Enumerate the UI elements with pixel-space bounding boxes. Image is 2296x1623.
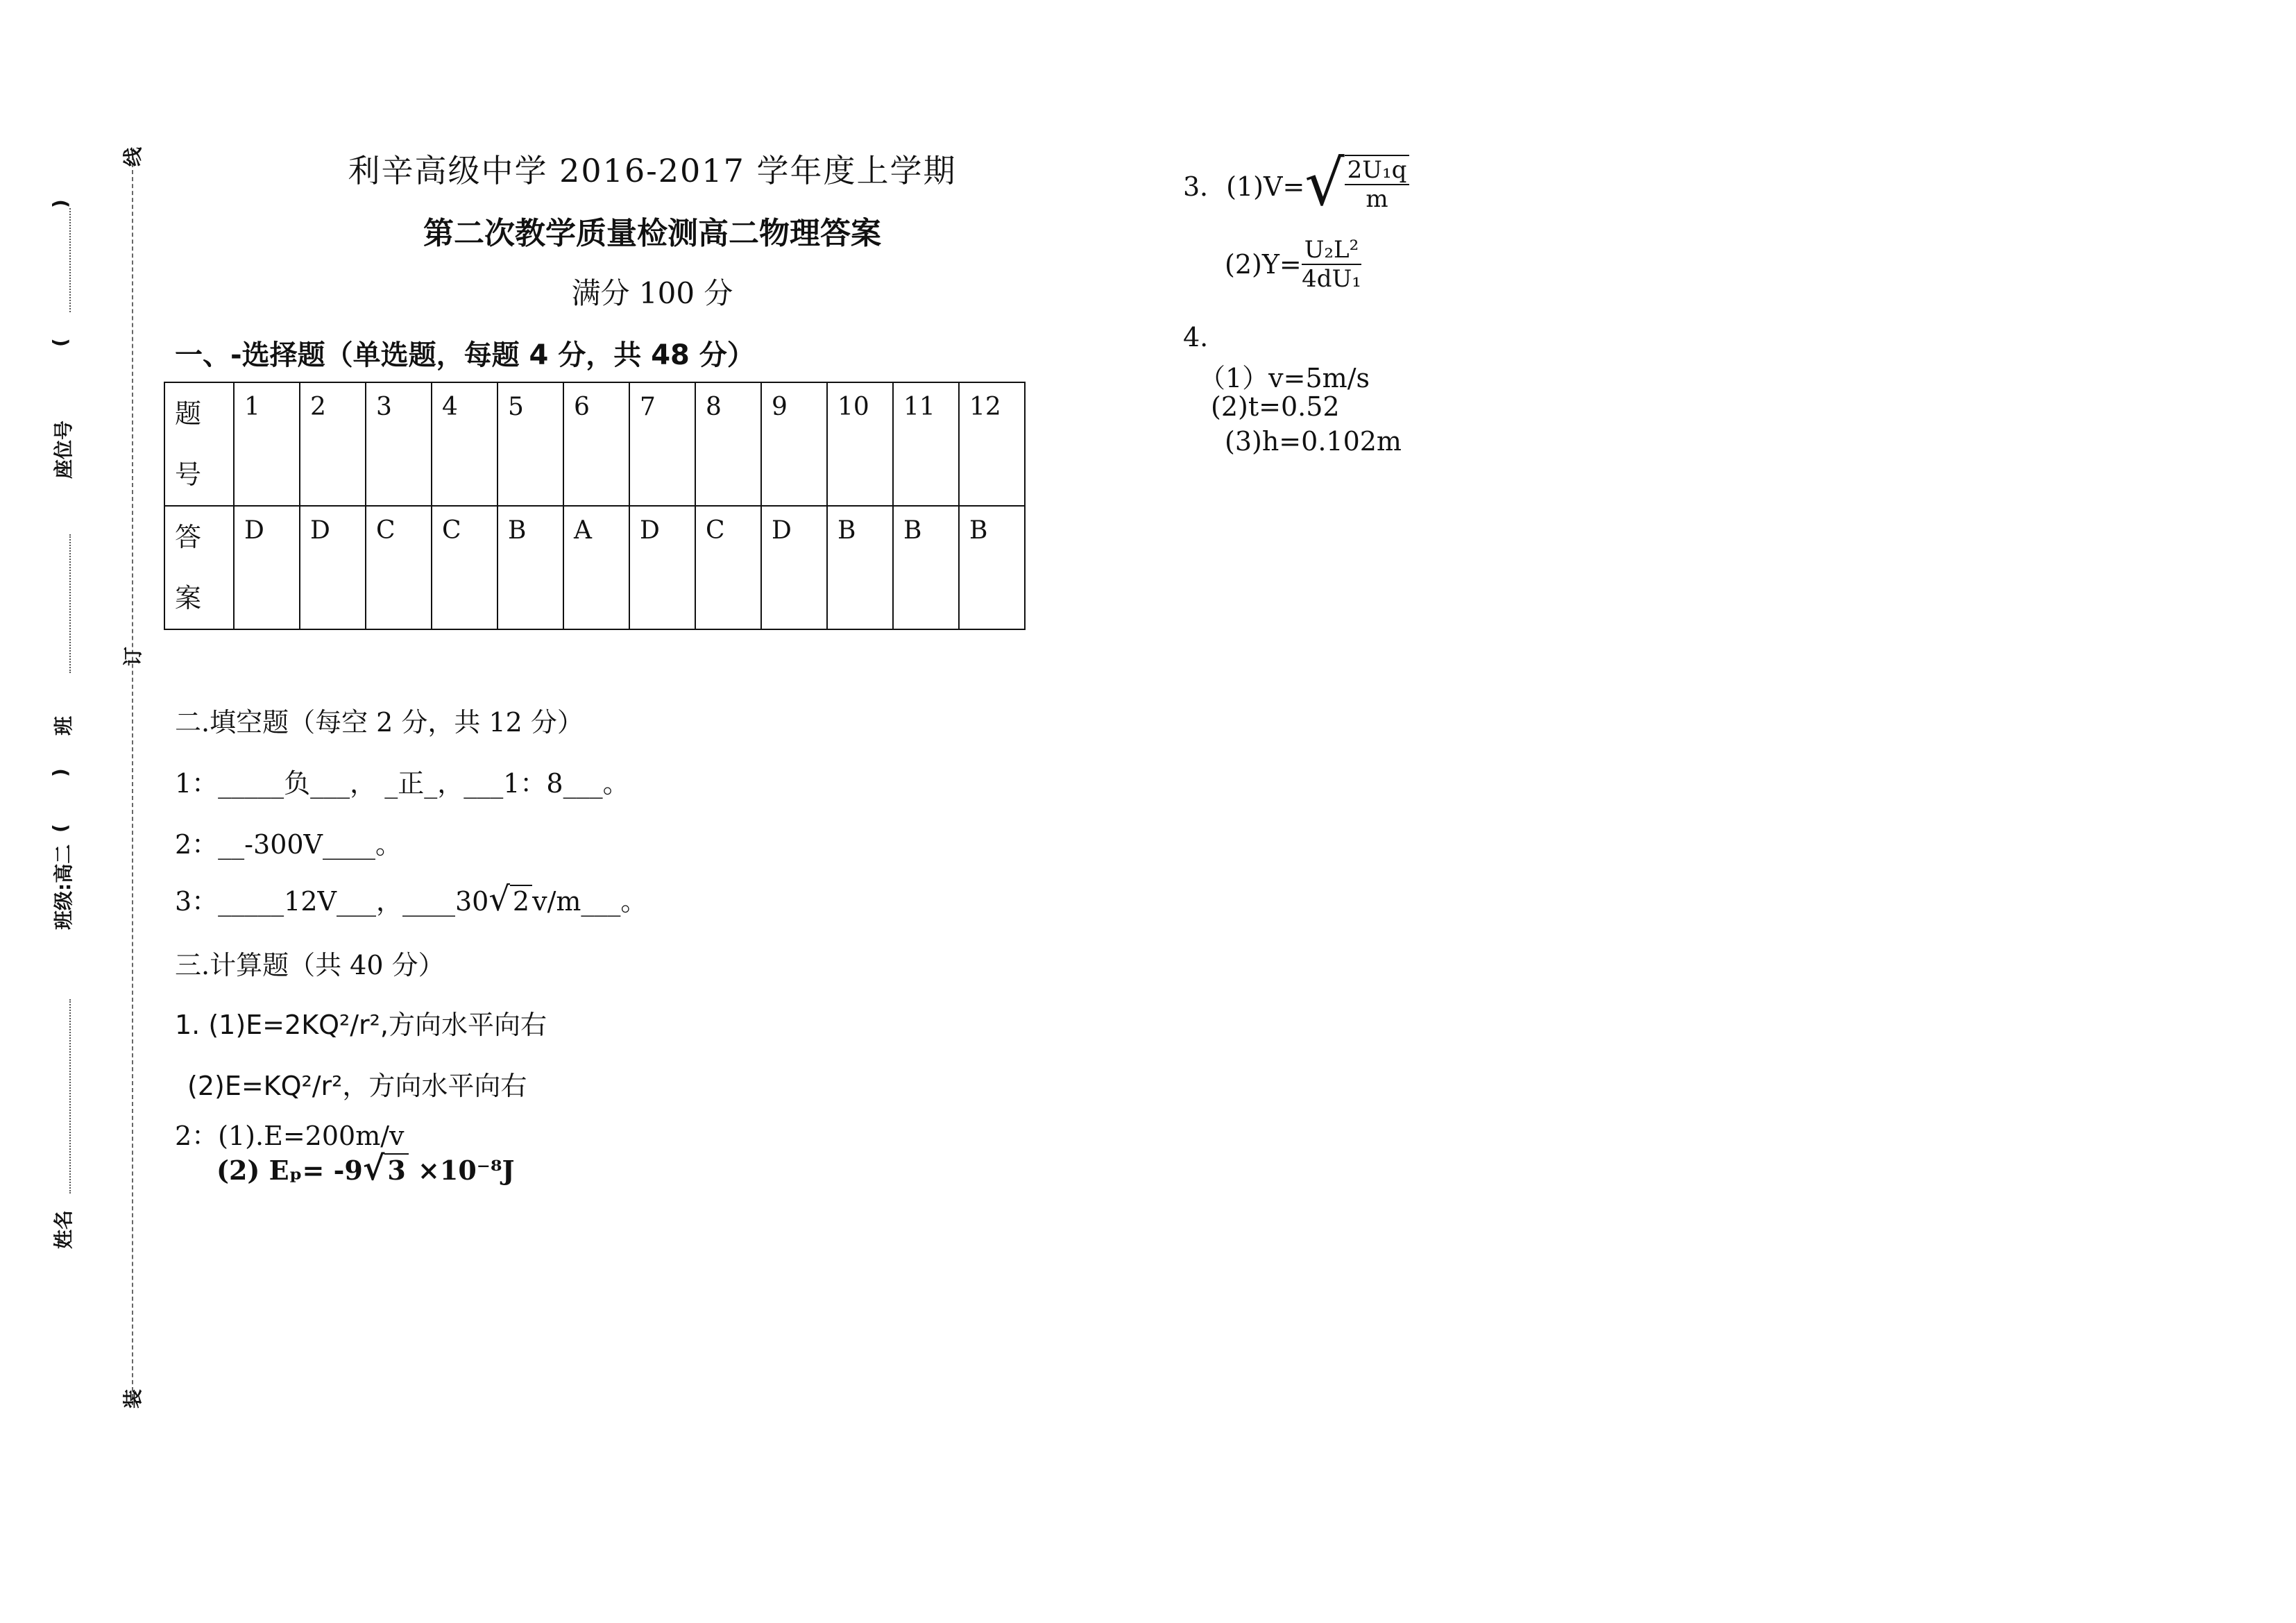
calc-answer-2a: 2：(1).E=200m/v — [175, 1121, 405, 1151]
exam-subtitle: 第二次教学质量检测高二物理答案 — [423, 216, 881, 251]
fraction-numerator: U₂L² — [1302, 236, 1362, 265]
fraction — [1345, 155, 1410, 213]
answer-cell: D — [761, 506, 827, 629]
q-number-cell: 8 — [695, 382, 761, 506]
table-row-numbers — [164, 382, 1025, 506]
answer-cell: C — [695, 506, 761, 629]
binding-ding-char: 订 — [121, 646, 144, 666]
calc-answer-4c: (3)h=0.102m — [1225, 426, 1402, 457]
section3-title: 三.计算题（共 40 分） — [175, 950, 445, 980]
section2-title: 二.填空题（每空 2 分，共 12 分） — [175, 707, 584, 738]
calc-answer-1b: (2)E=KQ²/r²，方向水平向右 — [187, 1071, 527, 1101]
row-label-number: 题 号 — [164, 382, 234, 506]
answer-cell: B — [498, 506, 563, 629]
fraction — [1302, 236, 1362, 293]
q-number-cell: 7 — [629, 382, 695, 506]
q-number-cell: 11 — [893, 382, 959, 506]
fraction-denominator: 4dU₁ — [1302, 265, 1361, 293]
q-number-cell: 1 — [234, 382, 300, 506]
table-row-answers — [164, 506, 1025, 629]
answer-cell: D — [300, 506, 366, 629]
calc-answer-4b: (2)t=0.52 — [1211, 391, 1340, 422]
calc-answer-3a — [1183, 147, 1409, 220]
q-number-cell: 5 — [498, 382, 563, 506]
fill-answer-3-pre: 3：_____12V___，____30 — [175, 886, 489, 917]
row-label-answer: 答 案 — [164, 506, 234, 629]
class-close-paren: ) — [49, 768, 71, 777]
answer-cell: B — [959, 506, 1025, 629]
seat-label: 座位号 — [52, 420, 75, 479]
sqrt-symbol: √ — [1304, 147, 1345, 220]
answer-table — [164, 382, 1026, 630]
name-label: 姓名 — [52, 1209, 75, 1249]
calc-answer-1a: 1. (1)E=2KQ²/r²,方向水平向右 — [175, 1010, 547, 1040]
q-number-cell: 6 — [563, 382, 629, 506]
binding-zhuang-char: 装 — [121, 1388, 144, 1409]
section1-title: 一、-选择题（单选题，每题 4 分，共 48 分） — [175, 339, 755, 371]
fill-answer-3-post: v/m___。 — [532, 886, 647, 917]
seat-open-paren: ( — [49, 338, 71, 347]
exam-title: 利辛高级中学 2016-2017 学年度上学期 — [348, 152, 957, 189]
binding-dashed-line — [132, 156, 133, 1405]
seat-close-paren: ) — [49, 199, 71, 208]
calc-answer-4-label: 4. — [1183, 322, 1209, 352]
fill-answer-1: 1：_____负___， _正_，___1：8___。 — [175, 768, 629, 799]
answer-cell: C — [366, 506, 432, 629]
class-label: 班 — [52, 715, 75, 736]
class-prefix: 班级:高二 — [52, 844, 75, 930]
answer-cell: A — [563, 506, 629, 629]
q-number-cell: 9 — [761, 382, 827, 506]
answer-cell: C — [432, 506, 498, 629]
answer-cell: D — [234, 506, 300, 629]
fraction-numerator: 2U₁q — [1345, 156, 1410, 185]
answer-cell: D — [629, 506, 695, 629]
name-field-line — [69, 999, 71, 1193]
calc-answer-2b-post: ×10⁻⁸J — [408, 1155, 515, 1186]
class-open-paren: ( — [49, 824, 71, 833]
sqrt-symbol: √ — [362, 1149, 385, 1188]
q-number-cell: 12 — [959, 382, 1025, 506]
calc-answer-2b — [216, 1149, 514, 1188]
binding-line-char: 线 — [121, 146, 144, 167]
fill-answer-3 — [175, 880, 647, 919]
calc-answer-3b — [1225, 236, 1361, 293]
answer-cell: B — [893, 506, 959, 629]
fill-answer-3-root: 2 — [510, 885, 532, 917]
q-number-cell: 4 — [432, 382, 498, 506]
calc-answer-3b-label: (2)Y= — [1225, 249, 1302, 280]
class-field-line-top — [69, 534, 71, 673]
fraction-denominator: m — [1366, 185, 1388, 213]
calc-answer-4a: （1）v=5m/s — [1199, 363, 1370, 393]
q-number-cell: 10 — [827, 382, 893, 506]
calc-answer-2b-pre: (2) Eₚ= -9 — [216, 1155, 363, 1186]
q-number-cell: 2 — [300, 382, 366, 506]
answer-cell: B — [827, 506, 893, 629]
calc-answer-3a-label: 3．(1)V= — [1183, 171, 1305, 202]
q-number-cell: 3 — [366, 382, 432, 506]
sqrt-symbol: √ — [488, 880, 510, 919]
calc-answer-2b-root: 3 — [384, 1153, 408, 1186]
fill-answer-2: 2：__-300V____。 — [175, 829, 402, 860]
full-score: 满分 100 分 — [571, 276, 733, 310]
